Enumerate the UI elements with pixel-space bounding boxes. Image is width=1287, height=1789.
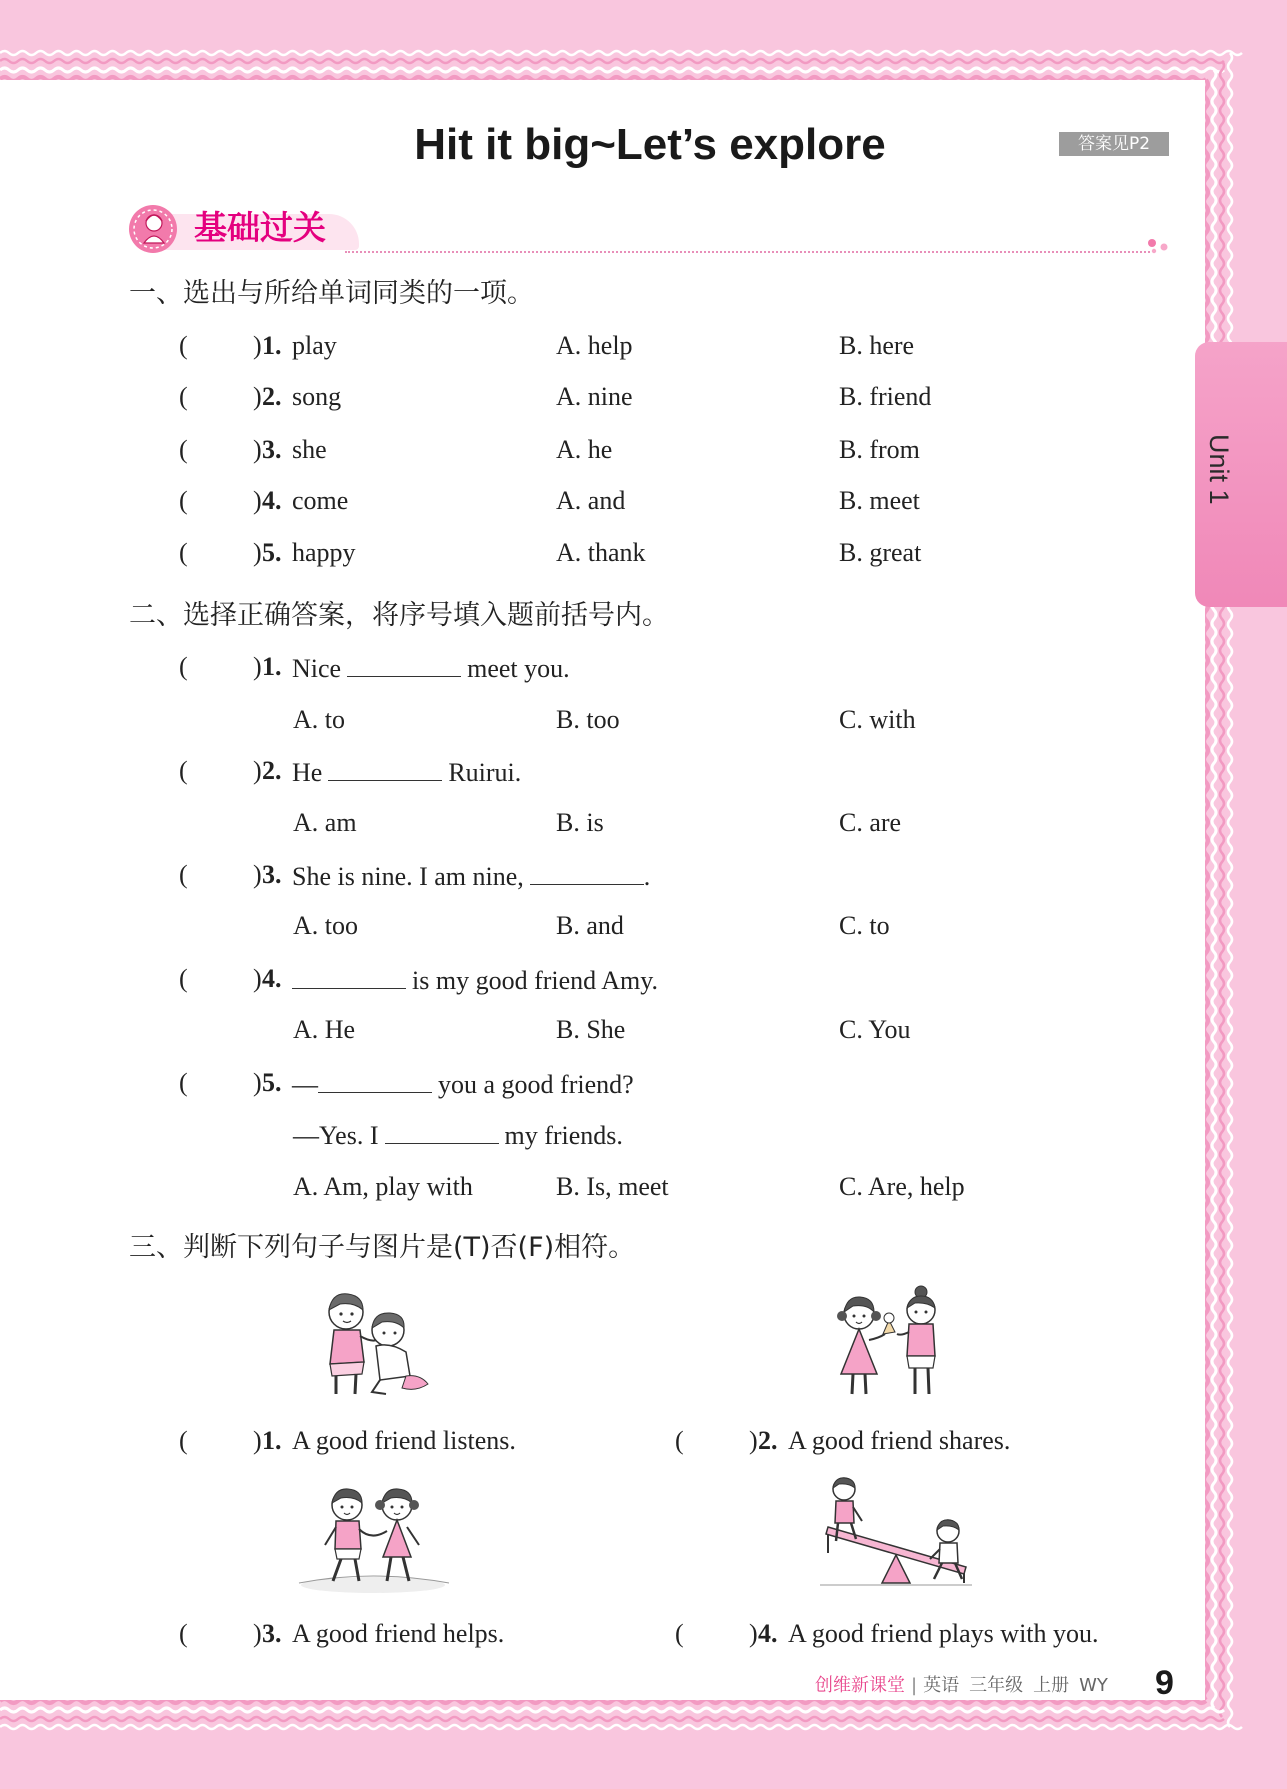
answer-slot[interactable] — [191, 1426, 249, 1454]
question-stem — [292, 860, 650, 892]
border-wave — [0, 59, 1224, 63]
border-wave — [1228, 53, 1232, 1727]
section-title: 基础过关 — [194, 208, 326, 247]
question-number: 1. — [262, 652, 282, 681]
option-a: A. he — [556, 435, 613, 464]
answer-slot[interactable] — [191, 652, 249, 680]
border-wave — [0, 1708, 1224, 1712]
bracket-close: ) — [253, 756, 262, 785]
question-number: 5. — [262, 538, 282, 567]
option-a: A. nine — [556, 382, 633, 411]
bracket-close: ) — [253, 331, 262, 360]
question-word: happy — [292, 538, 356, 567]
bracket-close: ) — [253, 382, 262, 411]
bracket-open: ( — [179, 756, 188, 785]
footer-brand: 创维新课堂 — [815, 1675, 905, 1696]
option-b: B. from — [839, 435, 920, 464]
option-a: A. am — [293, 808, 357, 837]
bracket-close: ) — [253, 435, 262, 464]
question-number: 4. — [758, 1619, 778, 1648]
option-a: A. He — [293, 1015, 356, 1044]
answer-reference-badge: 答案见P2 — [1059, 132, 1169, 156]
fill-in-blank — [328, 756, 442, 781]
bracket-open: ( — [179, 382, 188, 411]
border-wave — [1220, 61, 1224, 1717]
option-b: B. and — [556, 911, 624, 940]
border-wave — [0, 68, 1224, 72]
question-stem — [293, 1119, 623, 1151]
stem-after: Ruirui. — [448, 758, 522, 787]
fill-in-blank — [347, 652, 461, 677]
part3-heading: 三、判断下列句子与图片是(T)否(F)相符。 — [129, 1232, 636, 1263]
part2-question-5 — [179, 1068, 1179, 1098]
bracket-open: ( — [179, 652, 188, 681]
answer-slot[interactable] — [191, 860, 249, 888]
option-a: A. to — [293, 705, 345, 734]
option-c: C. to — [839, 911, 890, 940]
question-word: come — [292, 486, 349, 515]
bracket-open: ( — [179, 435, 188, 464]
question-number: 3. — [262, 860, 282, 889]
option-b: B. here — [839, 331, 915, 360]
section-dotted-rule — [345, 251, 1150, 253]
option-c: C. Are, help — [839, 1172, 965, 1201]
bracket-close: ) — [253, 964, 262, 993]
stem-before: —Yes. I — [293, 1121, 379, 1150]
footer-grade: 三年级 — [969, 1675, 1024, 1696]
option-b: B. Is, meet — [556, 1172, 669, 1201]
question-number: 1. — [262, 331, 282, 360]
footer-volume: 上册 — [1033, 1675, 1070, 1696]
bracket-close: ) — [253, 538, 262, 567]
page-number: 9 — [1155, 1664, 1174, 1702]
part1-question-4 — [179, 486, 1179, 516]
answer-slot[interactable] — [191, 331, 249, 359]
question-stem — [292, 964, 658, 996]
option-b: B. She — [556, 1015, 626, 1044]
footer-separator: | — [911, 1675, 918, 1696]
part2-options-5 — [179, 1172, 1179, 1202]
stem-before: She is nine. I am nine, — [292, 862, 524, 891]
stem-after: . — [643, 862, 651, 891]
option-b: B. meet — [839, 486, 920, 515]
option-a: A. and — [556, 486, 626, 515]
option-a: A. too — [293, 911, 358, 940]
unit-tab — [1195, 342, 1287, 607]
answer-slot[interactable] — [191, 1068, 249, 1096]
question-number: 3. — [262, 1619, 282, 1648]
part2-question-2 — [179, 756, 1179, 786]
part1-question-3 — [179, 435, 1179, 465]
part1-question-2 — [179, 382, 1179, 412]
section-mascot-icon — [127, 203, 179, 255]
kids-seesaw-illustration — [816, 1475, 976, 1593]
question-word: play — [292, 331, 337, 360]
unit-tab-label: Unit 1 — [1204, 434, 1234, 505]
answer-slot[interactable] — [191, 964, 249, 992]
answer-slot[interactable] — [687, 1619, 745, 1647]
statement-text: A good friend plays with you. — [788, 1619, 1099, 1648]
option-c: C. are — [839, 808, 902, 837]
answer-slot[interactable] — [191, 382, 249, 410]
bracket-close: ) — [253, 1619, 262, 1648]
option-c: C. You — [839, 1015, 911, 1044]
question-number: 2. — [262, 756, 282, 785]
answer-slot[interactable] — [191, 756, 249, 784]
stem-before: — — [292, 1070, 318, 1099]
part2-options-3 — [179, 911, 1179, 941]
option-c: C. with — [839, 705, 916, 734]
answer-slot[interactable] — [191, 538, 249, 566]
answer-slot[interactable] — [191, 1619, 249, 1647]
bracket-close: ) — [749, 1426, 758, 1455]
question-number: 5. — [262, 1068, 282, 1097]
answer-slot[interactable] — [687, 1426, 745, 1454]
bracket-close: ) — [253, 860, 262, 889]
border-wave — [0, 1725, 1242, 1729]
kids-whispering-illustration — [308, 1284, 434, 1404]
answer-slot[interactable] — [191, 486, 249, 514]
question-number: 3. — [262, 435, 282, 464]
stem-after: meet you. — [467, 654, 570, 683]
stem-after: my friends. — [504, 1121, 623, 1150]
part3-question-2 — [675, 1426, 1175, 1456]
border-wave — [1212, 70, 1216, 1708]
question-stem — [292, 1068, 634, 1100]
part2-question-4 — [179, 964, 1179, 994]
bracket-open: ( — [179, 964, 188, 993]
page-title: Hit it big~Let’s explore — [414, 120, 886, 169]
bracket-open: ( — [675, 1426, 684, 1455]
question-number: 2. — [758, 1426, 778, 1455]
question-word: she — [292, 435, 327, 464]
option-a: A. thank — [556, 538, 646, 567]
stem-before: Nice — [292, 654, 342, 683]
question-stem — [292, 652, 570, 684]
part1-question-5 — [179, 538, 1179, 568]
statement-text: A good friend listens. — [292, 1426, 516, 1455]
bracket-close: ) — [253, 1068, 262, 1097]
bracket-open: ( — [179, 1068, 188, 1097]
question-number: 4. — [262, 486, 282, 515]
fill-in-blank — [385, 1119, 499, 1144]
statement-text: A good friend helps. — [292, 1619, 505, 1648]
stem-after: you a good friend? — [438, 1070, 634, 1099]
question-number: 1. — [262, 1426, 282, 1455]
answer-slot[interactable] — [191, 435, 249, 463]
bracket-open: ( — [179, 331, 188, 360]
question-word: song — [292, 382, 342, 411]
part3-question-4 — [675, 1619, 1175, 1649]
question-stem — [292, 756, 521, 788]
option-b: B. friend — [839, 382, 932, 411]
bracket-open: ( — [179, 486, 188, 515]
footer-edition: WY — [1079, 1675, 1108, 1696]
option-a: A. Am, play with — [293, 1172, 473, 1201]
part2-options-1 — [179, 705, 1179, 735]
bracket-close: ) — [253, 652, 262, 681]
bracket-close: ) — [749, 1619, 758, 1648]
bracket-open: ( — [179, 1619, 188, 1648]
part2-question-5-line2 — [179, 1119, 1179, 1149]
part1-heading: 一、选出与所给单词同类的一项。 — [129, 278, 534, 309]
part1-question-1 — [179, 331, 1179, 361]
page-footer — [815, 1673, 1108, 1699]
part2-options-2 — [179, 808, 1179, 838]
question-number: 4. — [262, 964, 282, 993]
kids-holding-hands-illustration — [291, 1483, 456, 1597]
option-a: A. help — [556, 331, 633, 360]
border-wave — [0, 1717, 1224, 1721]
bracket-open: ( — [179, 860, 188, 889]
question-number: 2. — [262, 382, 282, 411]
option-b: B. too — [556, 705, 620, 734]
section-rule-dots — [1146, 238, 1170, 254]
bracket-close: ) — [253, 486, 262, 515]
bracket-open: ( — [179, 538, 188, 567]
option-b: B. is — [556, 808, 604, 837]
option-b: B. great — [839, 538, 922, 567]
girls-sharing-icecream-illustration — [827, 1284, 953, 1404]
fill-in-blank — [292, 964, 406, 989]
fill-in-blank — [530, 860, 644, 885]
border-wave — [0, 51, 1242, 55]
stem-before: He — [292, 758, 323, 787]
part2-question-1 — [179, 652, 1179, 682]
bracket-open: ( — [179, 1426, 188, 1455]
fill-in-blank — [318, 1068, 432, 1093]
part2-question-3 — [179, 860, 1179, 890]
statement-text: A good friend shares. — [788, 1426, 1011, 1455]
part2-options-4 — [179, 1015, 1179, 1045]
bracket-close: ) — [253, 1426, 262, 1455]
stem-after: is my good friend Amy. — [412, 966, 659, 995]
footer-subject: 英语 — [923, 1675, 960, 1696]
part2-heading: 二、选择正确答案，将序号填入题前括号内。 — [129, 600, 669, 631]
bracket-open: ( — [675, 1619, 684, 1648]
